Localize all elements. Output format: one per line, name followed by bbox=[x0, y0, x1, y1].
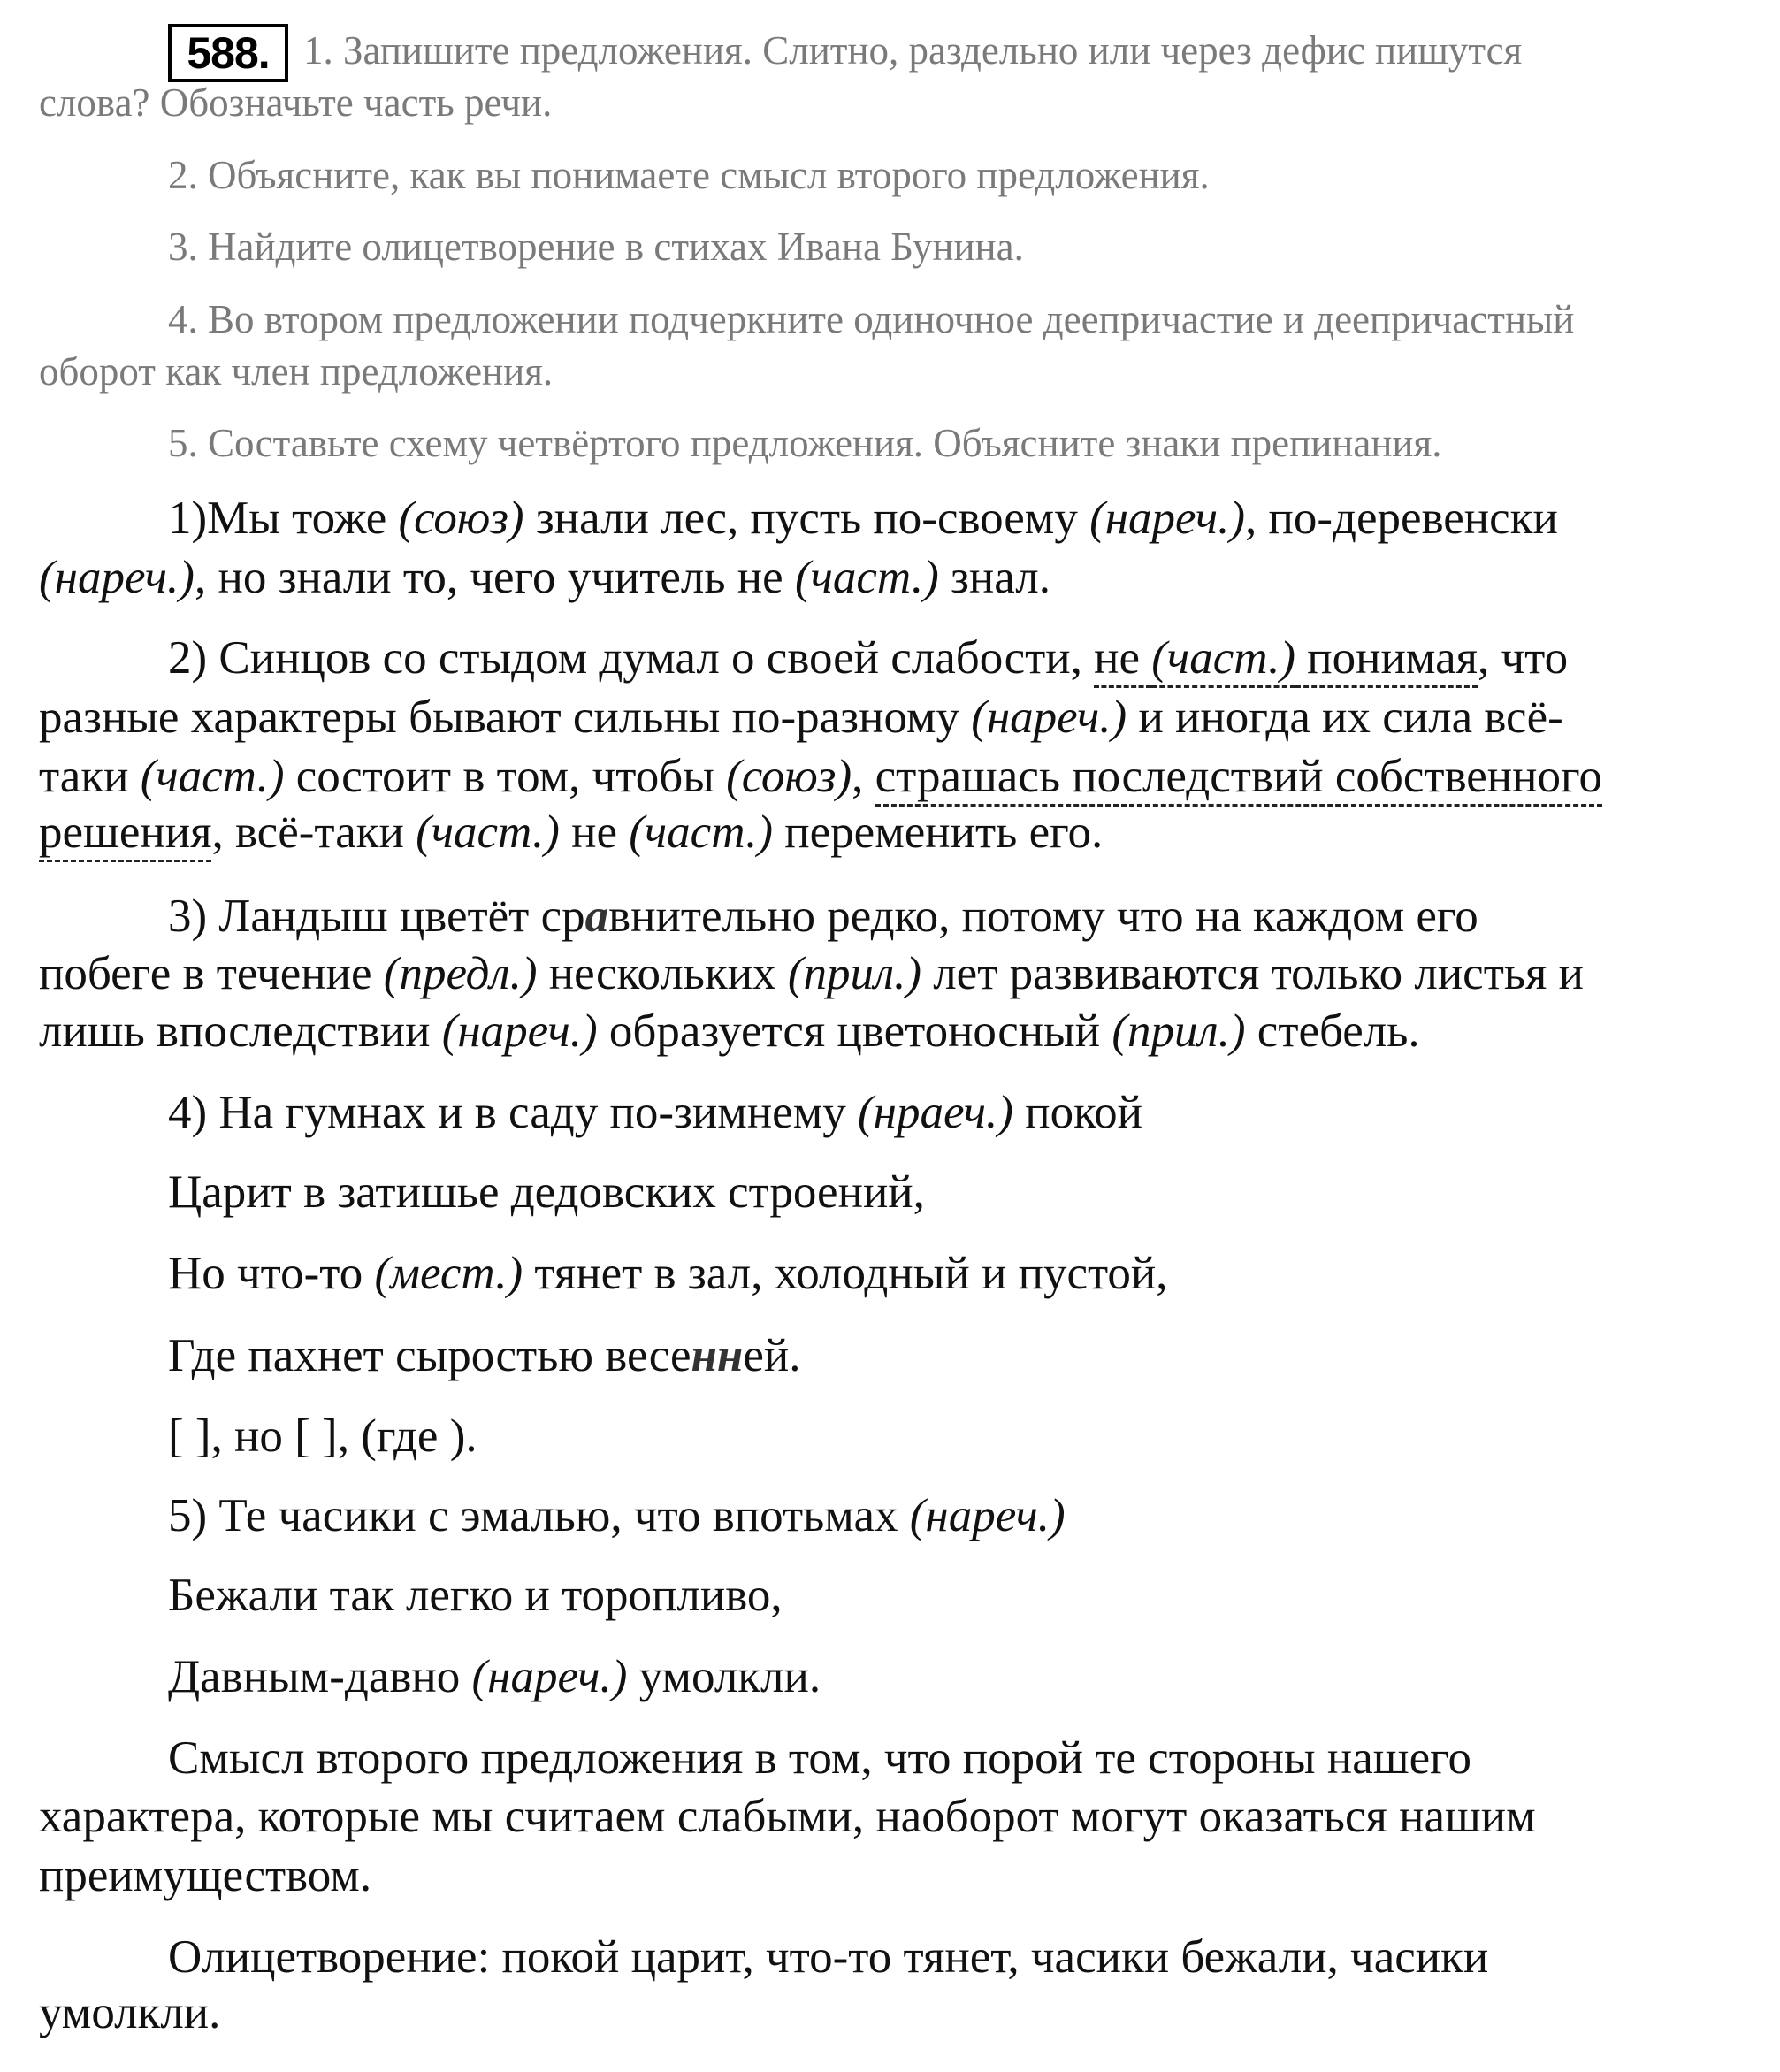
text-segment: тянет в зал, холодный и пустой, bbox=[523, 1248, 1168, 1299]
instruction-line: 4. Во втором предложении подчеркните одиночное деепричастие и деепричастный bbox=[168, 297, 1575, 341]
text-segment: , но знали то, чего учитель не bbox=[194, 552, 795, 603]
text-segment: , что bbox=[1477, 632, 1569, 684]
part-of-speech-label: (нареч.) bbox=[971, 692, 1127, 743]
part-of-speech-label: (прил.) bbox=[787, 948, 921, 999]
part-of-speech-label: (част.) bbox=[140, 751, 285, 802]
text-segment: Но что-то bbox=[168, 1248, 375, 1299]
part-of-speech-label: (част.) bbox=[416, 807, 560, 858]
text-segment: знали лес, пусть по-своему bbox=[523, 493, 1090, 544]
part-of-speech-label: (прил.) bbox=[1112, 1005, 1246, 1057]
part-of-speech-label: (союз) bbox=[398, 493, 524, 544]
text-segment: 1)Мы тоже bbox=[168, 493, 399, 544]
instruction-line: оборот как член предложения. bbox=[39, 349, 554, 394]
instruction-line: 1. Запишите предложения. Слитно, раздельно или через дефис пишутся bbox=[303, 28, 1523, 73]
underlined-participle: не bbox=[1094, 632, 1151, 688]
text-segment: , по-деревенски bbox=[1245, 493, 1558, 544]
text-segment: умолкли. bbox=[627, 1651, 821, 1702]
answer-line bbox=[39, 1847, 371, 1904]
text-segment: 5) Те часики с эмалью, что впотьмах bbox=[168, 1490, 910, 1541]
part-of-speech-label: (нраеч.) bbox=[858, 1087, 1013, 1138]
highlighted-letters: а bbox=[584, 891, 609, 942]
text-segment: образуется цветоносный bbox=[597, 1005, 1112, 1057]
instruction-line: 2. Объясните, как вы понимаете смысл второго предложения. bbox=[168, 153, 1210, 197]
instruction-line: 5. Составьте схему четвёртого предложения. Объясните знаки препинания. bbox=[168, 421, 1442, 465]
text-segment: характера, которые мы считаем слабыми, наоборот могут оказаться нашим bbox=[39, 1791, 1536, 1842]
text-segment: стебель. bbox=[1245, 1005, 1420, 1057]
answer-line bbox=[168, 490, 1558, 547]
text-segment: знал. bbox=[938, 552, 1050, 603]
highlighted-letters: нн bbox=[691, 1330, 744, 1381]
text-segment: Царит в затишье дедовских строений, bbox=[168, 1166, 925, 1218]
part-of-speech-label: (мест.) bbox=[374, 1248, 523, 1299]
text-segment: Олицетворение: покой царит, что-то тянет, часики бежали, часики bbox=[168, 1931, 1489, 1983]
part-of-speech-label: (нареч.) bbox=[471, 1651, 628, 1702]
text-segment: Где пахнет сыростью весе bbox=[168, 1330, 691, 1381]
text-segment: переменить его. bbox=[773, 807, 1104, 858]
text-segment: 4) На гумнах и в саду по-зимнему bbox=[168, 1087, 858, 1138]
part-of-speech-label: (союз) bbox=[726, 751, 852, 802]
answer-line bbox=[168, 1408, 477, 1464]
text-segment: Давным-давно bbox=[168, 1651, 472, 1702]
answer-line bbox=[39, 1788, 1536, 1845]
answer-line bbox=[39, 945, 1584, 1002]
text-segment: , всё-таки bbox=[211, 807, 416, 858]
part-of-speech-label: (част.) bbox=[629, 807, 774, 858]
text-segment: разные характеры бывают сильны по-разному bbox=[39, 692, 972, 743]
instruction-line: 3. Найдите олицетворение в стихах Ивана Бунина. bbox=[168, 225, 1024, 269]
text-segment: Смысл второго предложения в том, что порой те стороны нашего bbox=[168, 1732, 1472, 1784]
part-of-speech-label: (нареч.) bbox=[909, 1490, 1066, 1541]
text-segment: лишь впоследствии bbox=[39, 1005, 442, 1057]
answer-line bbox=[39, 549, 1050, 606]
answer-line bbox=[168, 1648, 821, 1705]
part-of-speech-label: (част.) bbox=[794, 552, 939, 603]
answer-line bbox=[168, 1245, 1168, 1302]
text-segment: внительно редко, потому что на каждом его bbox=[608, 891, 1478, 942]
answer-line bbox=[39, 804, 1103, 860]
exercise-number-box: 588. bbox=[168, 24, 288, 82]
text-segment: нескольких bbox=[537, 948, 788, 999]
answer-line bbox=[39, 689, 1563, 745]
text-segment: не bbox=[559, 807, 630, 858]
underlined-participle: решения bbox=[39, 807, 211, 862]
answer-line bbox=[39, 1984, 220, 2041]
text-segment: ей. bbox=[743, 1330, 801, 1381]
text-segment: , bbox=[852, 751, 875, 802]
text-segment: [ ], но [ ], (где ). bbox=[168, 1411, 477, 1462]
text-segment: преимуществом. bbox=[39, 1850, 372, 1901]
underlined-participle: понимая bbox=[1295, 632, 1478, 688]
answer-line bbox=[39, 1003, 1420, 1059]
instruction-line: слова? Обозначьте часть речи. bbox=[39, 80, 553, 125]
answer-line bbox=[39, 748, 1602, 805]
text-segment: умолкли. bbox=[39, 1987, 221, 2038]
answer-line bbox=[168, 888, 1478, 944]
part-of-speech-label: (нареч.) bbox=[441, 1005, 598, 1057]
text-segment: покой bbox=[1012, 1087, 1142, 1138]
answer-line bbox=[168, 1929, 1488, 1985]
underlined-participle: страшась последствий собственного bbox=[875, 751, 1602, 807]
answer-line bbox=[168, 1730, 1471, 1786]
text-segment: лет развиваются только листья и bbox=[921, 948, 1585, 999]
text-segment: таки bbox=[39, 751, 141, 802]
answer-line bbox=[168, 1487, 1066, 1544]
text-segment: 3) Ландыш цветёт ср bbox=[168, 891, 585, 942]
answer-line bbox=[168, 630, 1568, 686]
answer-line bbox=[168, 1164, 925, 1220]
text-segment: побеге в течение bbox=[39, 948, 384, 999]
answer-line bbox=[168, 1567, 783, 1624]
part-of-speech-label: (нареч.) bbox=[39, 552, 195, 603]
text-segment: 2) Синцов со стыдом думал о своей слабости, bbox=[168, 632, 1095, 684]
text-segment: состоит в том, чтобы bbox=[284, 751, 727, 802]
answer-line bbox=[168, 1327, 801, 1384]
text-segment: и иногда их сила всё- bbox=[1127, 692, 1563, 743]
part-of-speech-label: (нареч.) bbox=[1089, 493, 1246, 544]
answer-line bbox=[168, 1084, 1142, 1141]
part-of-speech-label: (предл.) bbox=[383, 948, 538, 999]
underlined-part-of-speech-label: (част.) bbox=[1151, 632, 1295, 688]
text-segment: Бежали так легко и торопливо, bbox=[168, 1570, 783, 1621]
